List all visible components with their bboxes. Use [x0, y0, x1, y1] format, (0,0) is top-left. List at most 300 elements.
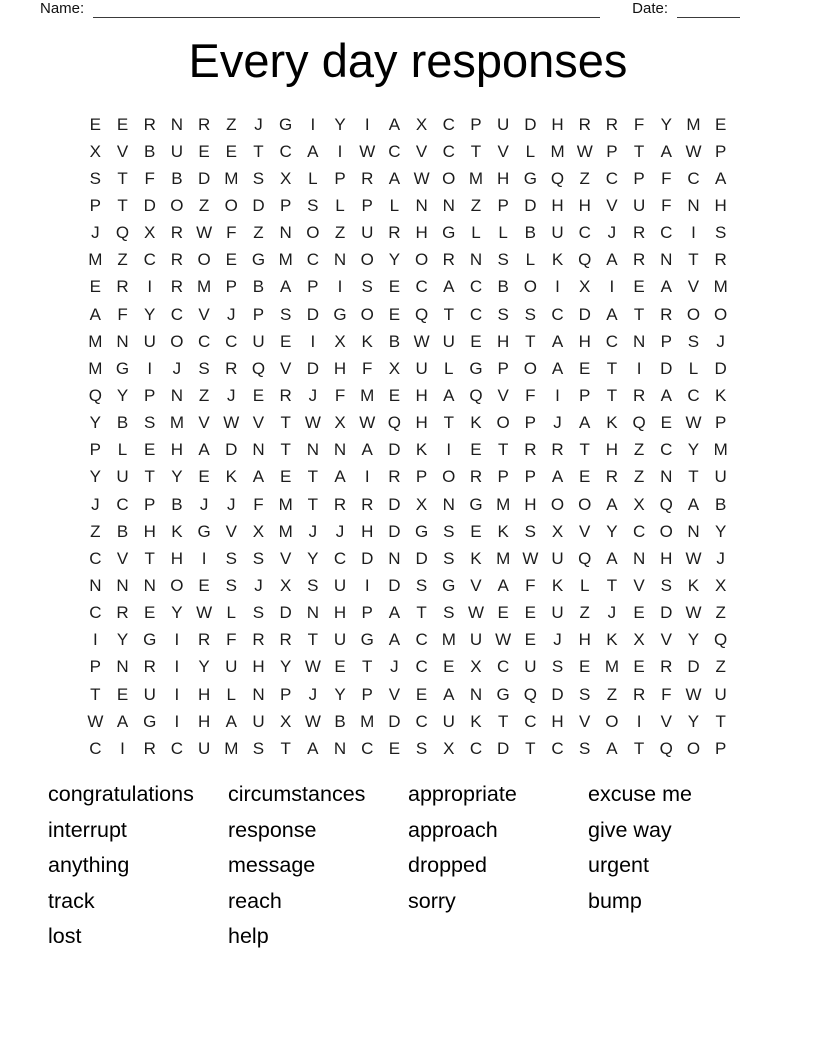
grid-letter: J — [716, 548, 725, 568]
grid-letter: S — [443, 603, 455, 623]
grid-letter: D — [361, 548, 374, 568]
grid-letter: N — [252, 440, 265, 460]
grid-letter: R — [143, 657, 156, 677]
grid-letter: K — [687, 575, 700, 595]
date-blank-line — [677, 3, 740, 18]
grid-letter: O — [170, 331, 184, 351]
name-label: Name: — [40, 0, 85, 17]
grid-letter: V — [198, 413, 210, 433]
grid-letter: E — [470, 440, 482, 460]
grid-letter: T — [117, 195, 128, 215]
grid-letter: X — [415, 494, 428, 514]
grid-letter: W — [467, 603, 484, 623]
grid-letter: B — [116, 413, 129, 433]
grid-letter: W — [576, 141, 593, 161]
grid-letter: M — [441, 630, 456, 650]
grid-letter: A — [551, 331, 564, 351]
grid-letter: P — [279, 684, 292, 704]
grid-letter: I — [364, 114, 370, 134]
grid-letter: M — [360, 385, 375, 405]
grid-letter: F — [226, 223, 237, 243]
grid-letter: J — [607, 223, 617, 243]
grid-letter: X — [443, 738, 455, 758]
grid-letter: D — [578, 304, 591, 324]
grid-letter: A — [551, 467, 564, 487]
grid-letter: Q — [469, 385, 483, 405]
grid-letter: M — [713, 440, 728, 460]
grid-letter: S — [252, 603, 265, 623]
grid-letter: M — [88, 331, 103, 351]
grid-letter: X — [633, 494, 645, 514]
grid-letter: M — [686, 114, 701, 134]
grid-letter: W — [359, 413, 376, 433]
grid-letter: G — [360, 630, 374, 650]
grid-letter: N — [170, 385, 184, 405]
grid-letter: S — [89, 168, 102, 188]
grid-letter: X — [551, 521, 564, 541]
grid-letter: C — [524, 711, 537, 731]
grid-letter: E — [497, 603, 509, 623]
grid-letter: T — [470, 141, 482, 161]
grid-letter: D — [252, 195, 265, 215]
grid-letter: E — [524, 630, 537, 650]
grid-letter: Y — [687, 630, 700, 650]
grid-letter: U — [632, 195, 646, 215]
grid-letter: N — [632, 331, 646, 351]
grid-letter: T — [144, 467, 155, 487]
grid-letter: V — [279, 358, 292, 378]
grid-letter: L — [389, 195, 400, 215]
grid-letter: C — [306, 250, 319, 270]
grid-letter: D — [660, 603, 673, 623]
grid-letter: Y — [116, 630, 129, 650]
grid-letter: H — [197, 684, 211, 704]
grid-letter: Z — [334, 223, 346, 243]
grid-letter: D — [524, 195, 537, 215]
grid-letter: E — [579, 657, 591, 677]
grid-letter: C — [415, 657, 428, 677]
grid-letter: Q — [714, 630, 728, 650]
grid-letter: L — [471, 223, 481, 243]
grid-letter: M — [604, 657, 619, 677]
word-list-item: anything — [48, 853, 130, 878]
grid-letter: R — [361, 168, 374, 188]
grid-letter: E — [334, 657, 346, 677]
grid-letter: D — [388, 440, 401, 460]
grid-row — [0, 735, 816, 762]
grid-letter: J — [335, 521, 345, 541]
grid-letter: Z — [90, 521, 101, 541]
grid-letter: O — [686, 738, 701, 758]
grid-row — [0, 600, 816, 627]
grid-letter: A — [660, 277, 672, 297]
grid-letter: K — [606, 630, 618, 650]
grid-letter: X — [633, 630, 645, 650]
grid-letter: W — [196, 603, 213, 623]
grid-letter: L — [308, 168, 318, 188]
grid-letter: T — [307, 630, 319, 650]
grid-letter: R — [361, 494, 374, 514]
grid-letter: P — [524, 413, 537, 433]
grid-letter: M — [468, 168, 484, 188]
grid-letter: O — [550, 494, 565, 514]
grid-letter: Q — [115, 223, 130, 243]
grid-letter: V — [198, 304, 210, 324]
grid-letter: Y — [89, 467, 102, 487]
grid-letter: A — [307, 738, 319, 758]
grid-letter: P — [144, 494, 156, 514]
grid-letter: I — [201, 548, 207, 568]
grid-letter: U — [252, 711, 265, 731]
grid-letter: I — [555, 277, 560, 297]
grid-letter: O — [686, 304, 701, 324]
grid-letter: V — [470, 575, 482, 595]
grid-row — [0, 545, 816, 572]
grid-letter: E — [198, 467, 210, 487]
word-list — [48, 777, 788, 955]
grid-letter: M — [550, 141, 565, 161]
grid-letter: P — [89, 195, 102, 215]
grid-letter: E — [579, 358, 591, 378]
grid-letter: H — [333, 358, 347, 378]
name-blank-line — [93, 3, 600, 18]
grid-letter: T — [606, 358, 618, 378]
grid-letter: M — [224, 738, 239, 758]
grid-letter: U — [415, 358, 428, 378]
grid-letter: R — [197, 114, 211, 134]
grid-letter: P — [361, 684, 373, 704]
grid-letter: O — [714, 304, 728, 324]
grid-letter: A — [307, 141, 319, 161]
grid-letter: A — [551, 358, 564, 378]
grid-letter: C — [415, 711, 428, 731]
grid-row — [0, 247, 816, 274]
grid-letter: R — [170, 223, 184, 243]
grid-row — [0, 138, 816, 165]
grid-letter: E — [633, 657, 645, 677]
grid-letter: M — [496, 494, 511, 514]
grid-letter: X — [252, 521, 265, 541]
grid-letter: N — [687, 195, 700, 215]
grid-letter: Q — [659, 494, 673, 514]
grid-letter: P — [497, 195, 509, 215]
grid-letter: K — [551, 575, 564, 595]
grid-letter: C — [116, 494, 129, 514]
grid-letter: J — [254, 575, 263, 595]
grid-letter: J — [254, 114, 263, 134]
grid-row — [0, 681, 816, 708]
grid-letter: U — [442, 331, 455, 351]
grid-letter: P — [497, 467, 509, 487]
grid-letter: T — [362, 657, 373, 677]
grid-letter: J — [308, 684, 318, 704]
grid-letter: C — [497, 657, 510, 677]
grid-letter: H — [170, 548, 184, 568]
grid-letter: Q — [523, 684, 537, 704]
grid-letter: H — [197, 711, 211, 731]
grid-letter: N — [333, 738, 347, 758]
grid-letter: D — [551, 684, 564, 704]
grid-row — [0, 491, 816, 518]
grid-letter: T — [525, 738, 536, 758]
grid-letter: T — [688, 467, 699, 487]
grid-letter: C — [442, 141, 455, 161]
grid-letter: A — [388, 114, 401, 134]
grid-row — [0, 111, 816, 138]
grid-letter: H — [551, 711, 564, 731]
grid-letter: R — [279, 385, 292, 405]
grid-letter: O — [360, 250, 374, 270]
grid-letter: K — [470, 413, 482, 433]
grid-letter: E — [252, 385, 265, 405]
grid-letter: N — [388, 548, 401, 568]
grid-letter: R — [170, 250, 184, 270]
grid-letter: U — [524, 657, 537, 677]
grid-letter: T — [144, 548, 155, 568]
grid-letter: H — [415, 223, 428, 243]
grid-letter: T — [688, 250, 699, 270]
grid-letter: C — [415, 630, 428, 650]
grid-letter: I — [337, 141, 343, 161]
word-list-item: interrupt — [48, 817, 127, 842]
grid-letter: Y — [606, 521, 618, 541]
grid-letter: T — [117, 168, 128, 188]
grid-letter: C — [197, 331, 211, 351]
grid-row — [0, 518, 816, 545]
grid-letter: X — [334, 413, 346, 433]
grid-letter: K — [415, 440, 428, 460]
word-list-item: circumstances — [228, 782, 366, 806]
grid-letter: S — [198, 358, 210, 378]
grid-letter: R — [578, 114, 591, 134]
word-list-item: reach — [228, 888, 282, 913]
grid-letter: C — [551, 304, 564, 324]
grid-letter: C — [469, 304, 483, 324]
grid-letter: B — [524, 223, 537, 243]
grid-letter: O — [659, 521, 673, 541]
grid-letter: Y — [334, 684, 346, 704]
grid-letter: U — [143, 331, 156, 351]
grid-letter: E — [443, 657, 455, 677]
grid-letter: R — [469, 467, 483, 487]
grid-letter: Q — [88, 385, 102, 405]
grid-letter: P — [415, 467, 428, 487]
grid-letter: D — [388, 494, 401, 514]
grid-letter: T — [606, 575, 618, 595]
grid-letter: K — [361, 331, 373, 351]
grid-letter: C — [605, 331, 619, 351]
grid-letter: E — [633, 277, 645, 297]
grid-letter: J — [308, 385, 318, 405]
grid-letter: N — [116, 575, 129, 595]
grid-letter: H — [497, 331, 510, 351]
grid-letter: C — [89, 548, 102, 568]
grid-letter: E — [116, 684, 129, 704]
grid-letter: J — [227, 304, 236, 324]
grid-letter: C — [170, 738, 184, 758]
grid-letter: B — [714, 494, 727, 514]
date-label: Date: — [632, 0, 668, 17]
grid-letter: P — [279, 195, 292, 215]
grid-letter: E — [89, 277, 102, 297]
grid-letter: X — [334, 331, 346, 351]
grid-letter: E — [388, 738, 401, 758]
grid-letter: R — [714, 250, 727, 270]
grid-letter: M — [197, 277, 212, 297]
word-list-column-2 — [228, 777, 408, 955]
grid-letter: Y — [279, 657, 292, 677]
grid-letter: P — [334, 168, 346, 188]
grid-letter: P — [497, 358, 509, 378]
grid-letter: V — [116, 141, 129, 161]
word-list-item: track — [48, 888, 95, 913]
grid-letter: P — [252, 304, 265, 324]
grid-letter: O — [605, 711, 619, 731]
grid-letter: T — [280, 413, 291, 433]
grid-letter: P — [633, 168, 645, 188]
grid-letter: C — [442, 114, 455, 134]
grid-letter: I — [120, 738, 125, 758]
grid-letter: B — [252, 277, 265, 297]
grid-letter: D — [306, 358, 319, 378]
grid-letter: A — [443, 684, 455, 704]
grid-letter: T — [253, 141, 264, 161]
grid-letter: O — [442, 168, 456, 188]
grid-letter: A — [660, 141, 672, 161]
grid-letter: S — [144, 413, 156, 433]
grid-letter: Z — [226, 114, 237, 134]
grid-letter: P — [361, 195, 373, 215]
grid-letter: F — [226, 630, 237, 650]
grid-letter: N — [143, 575, 156, 595]
grid-letter: N — [687, 521, 700, 541]
grid-letter: B — [171, 168, 183, 188]
word-list-item: message — [228, 853, 316, 878]
grid-letter: C — [279, 141, 292, 161]
grid-row — [0, 382, 816, 409]
grid-letter: U — [714, 467, 727, 487]
grid-letter: G — [442, 223, 456, 243]
grid-letter: A — [252, 467, 265, 487]
grid-letter: J — [553, 413, 562, 433]
grid-letter: C — [469, 738, 483, 758]
grid-letter: Z — [606, 684, 618, 704]
grid-letter: R — [279, 630, 292, 650]
grid-letter: L — [525, 141, 536, 161]
grid-letter: H — [578, 331, 591, 351]
grid-row — [0, 192, 816, 219]
grid-letter: E — [144, 440, 156, 460]
grid-letter: B — [171, 494, 183, 514]
grid-letter: R — [605, 114, 619, 134]
grid-letter: R — [605, 467, 619, 487]
grid-letter: J — [172, 358, 182, 378]
grid-letter: Y — [307, 548, 319, 568]
grid-letter: I — [364, 467, 370, 487]
word-list-item: appropriate — [408, 782, 517, 806]
grid-letter: H — [605, 440, 619, 460]
grid-letter: A — [443, 277, 455, 297]
grid-letter: N — [116, 657, 129, 677]
word-list-item: sorry — [408, 888, 456, 913]
grid-letter: V — [579, 711, 591, 731]
grid-letter: N — [660, 250, 673, 270]
grid-letter: W — [522, 548, 539, 568]
grid-letter: W — [495, 630, 512, 650]
grid-letter: U — [333, 575, 347, 595]
grid-letter: H — [415, 413, 428, 433]
grid-letter: A — [225, 711, 237, 731]
word-list-item: congratulations — [48, 782, 194, 806]
grid-letter: E — [144, 603, 156, 623]
grid-letter: T — [633, 738, 645, 758]
grid-letter: E — [470, 521, 482, 541]
grid-letter: I — [147, 277, 153, 297]
grid-letter: D — [279, 603, 292, 623]
grid-letter: N — [469, 250, 483, 270]
grid-letter: Q — [251, 358, 266, 378]
grid-letter: F — [661, 684, 672, 704]
grid-letter: Y — [334, 114, 346, 134]
grid-letter: E — [714, 114, 727, 134]
grid-letter: I — [555, 385, 560, 405]
grid-letter: Y — [198, 657, 210, 677]
grid-letter: C — [89, 738, 102, 758]
grid-letter: G — [496, 684, 510, 704]
grid-letter: A — [198, 440, 210, 460]
grid-letter: H — [143, 521, 156, 541]
grid-letter: C — [605, 168, 619, 188]
grid-letter: R — [143, 738, 156, 758]
puzzle-title: Every day responses — [188, 34, 628, 87]
grid-letter: M — [278, 521, 293, 541]
grid-row — [0, 708, 816, 735]
grid-letter: U — [361, 223, 374, 243]
grid-letter: R — [388, 467, 401, 487]
grid-letter: Y — [660, 114, 672, 134]
grid-letter: T — [280, 738, 291, 758]
grid-letter: P — [307, 277, 319, 297]
grid-letter: V — [497, 141, 509, 161]
grid-letter: O — [197, 250, 211, 270]
grid-letter: F — [661, 195, 672, 215]
grid-letter: Z — [633, 467, 645, 487]
grid-letter: P — [606, 141, 618, 161]
grid-letter: D — [197, 168, 211, 188]
word-list-item: give way — [588, 817, 672, 842]
grid-letter: E — [388, 304, 401, 324]
grid-letter: A — [279, 277, 292, 297]
grid-letter: A — [388, 168, 401, 188]
grid-letter: R — [143, 114, 156, 134]
grid-letter: R — [170, 277, 184, 297]
grid-letter: N — [170, 114, 184, 134]
grid-letter: W — [304, 711, 321, 731]
grid-letter: L — [444, 358, 454, 378]
grid-letter: U — [442, 711, 455, 731]
grid-letter: K — [470, 711, 482, 731]
grid-letter: L — [688, 358, 699, 378]
grid-letter: J — [227, 385, 236, 405]
grid-letter: N — [415, 195, 428, 215]
grid-letter: I — [174, 711, 180, 731]
grid-letter: R — [632, 250, 646, 270]
grid-letter: A — [606, 250, 618, 270]
grid-letter: V — [415, 141, 428, 161]
grid-letter: I — [174, 657, 180, 677]
word-list-item: lost — [48, 924, 82, 949]
grid-letter: Q — [659, 738, 673, 758]
